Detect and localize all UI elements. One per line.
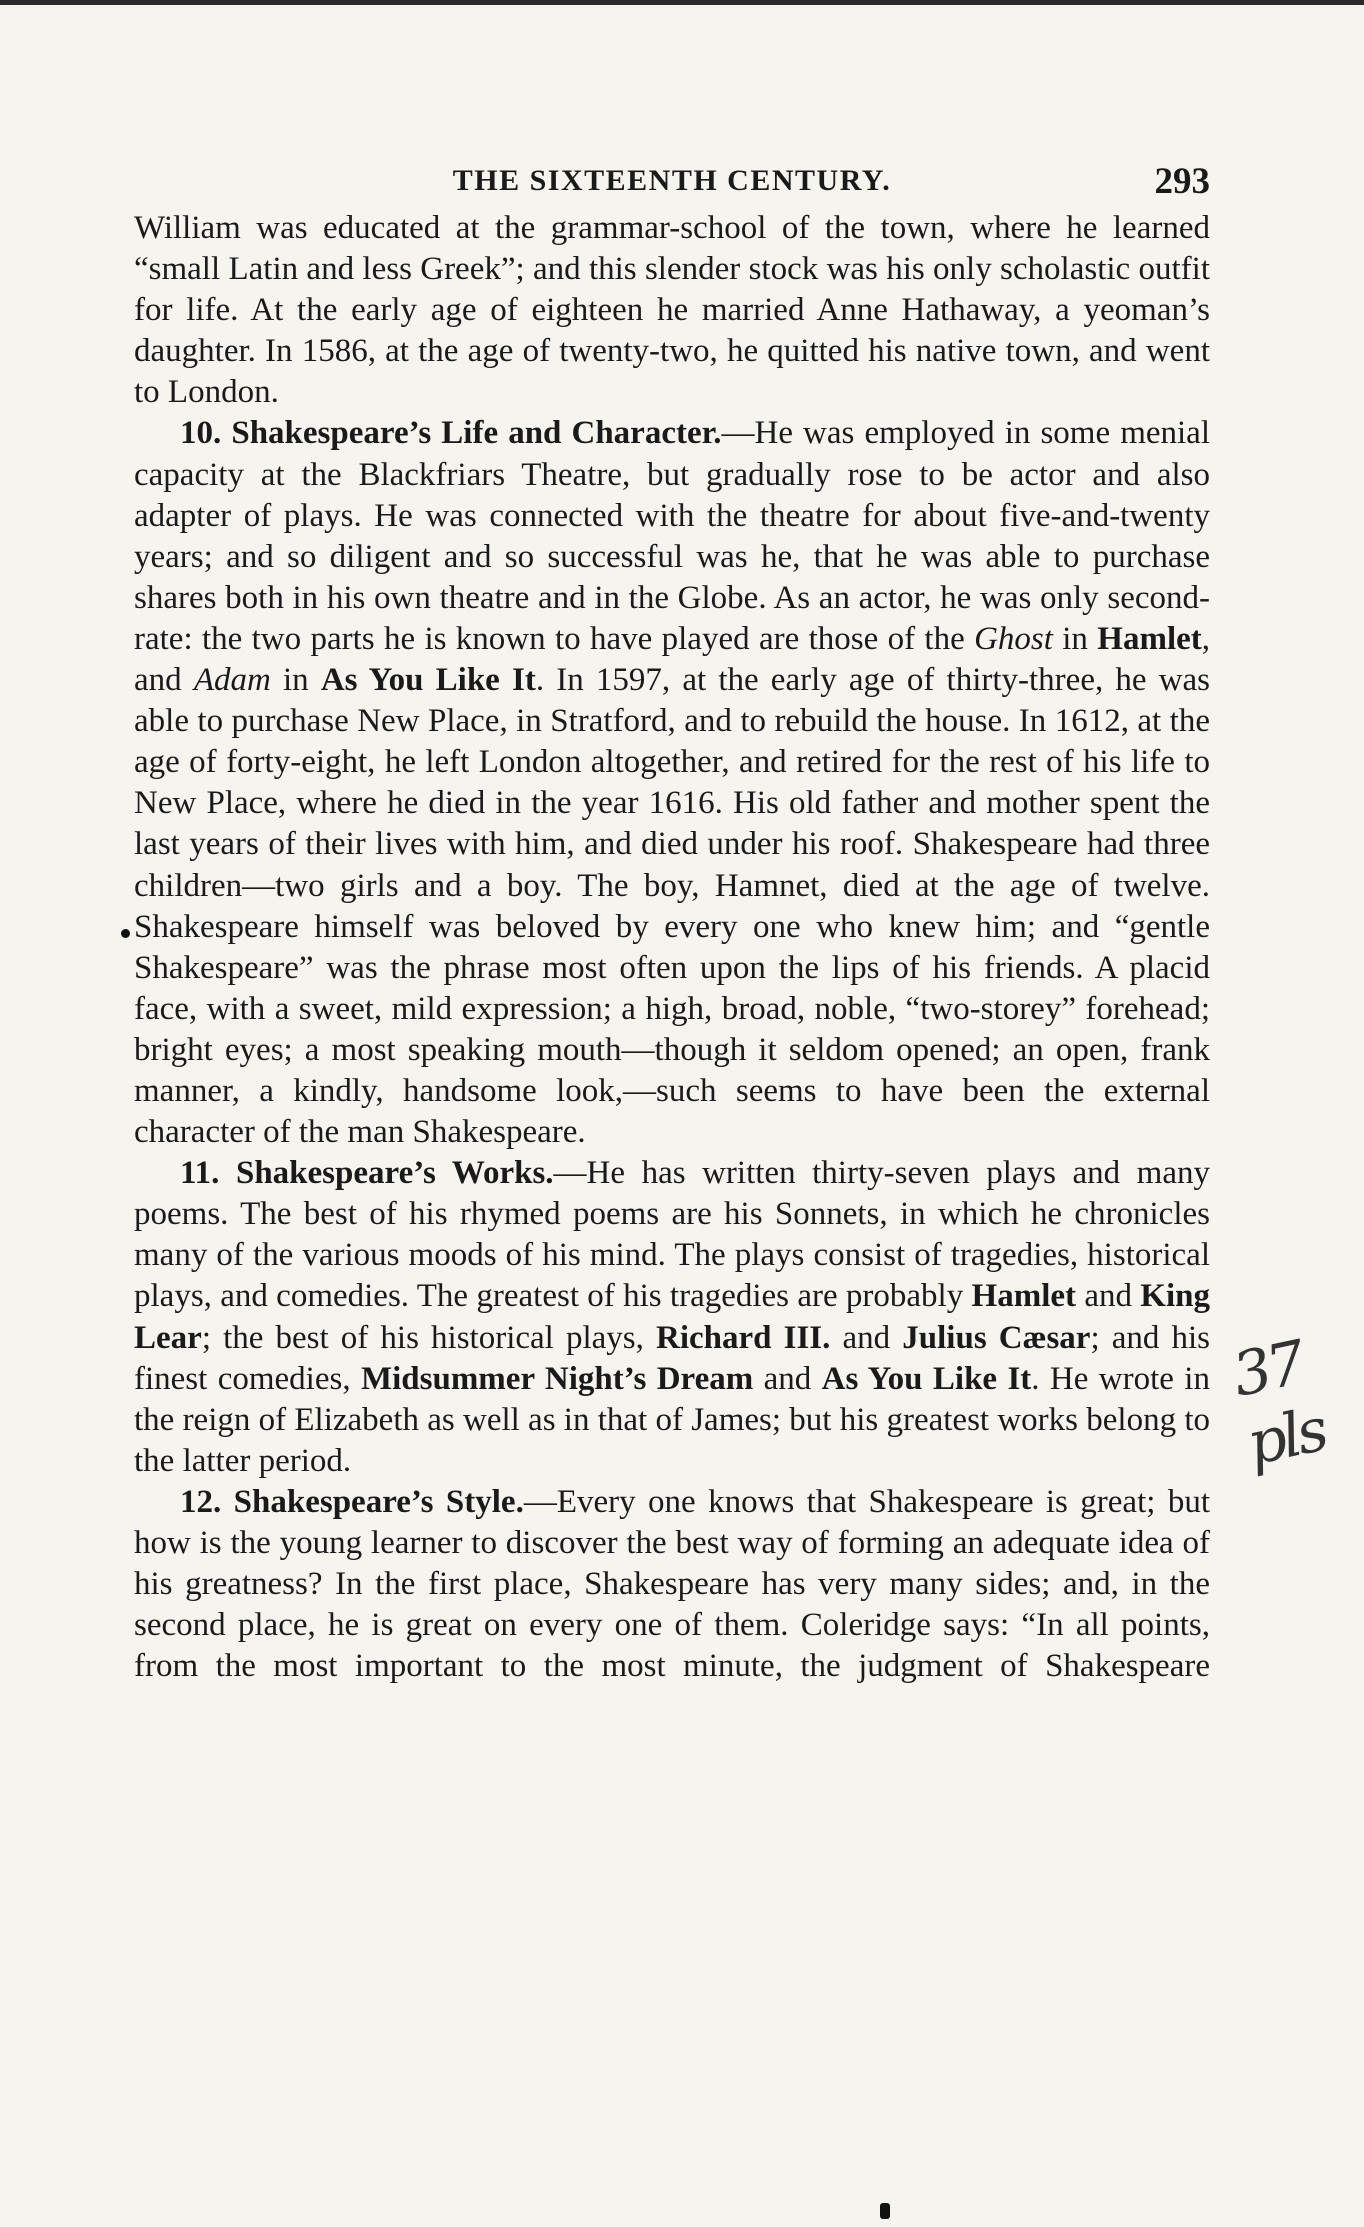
play-title-hamlet: Hamlet: [1097, 620, 1202, 657]
intro-text: William was educated at the grammar-school of the town, where he learned “small Latin and less Greek”; and this slender stock was his only scholastic outfit for life. At the early age of eighteen he married Anne Hathaway, a yeoman’s daughter. In 1586, at the age of twenty-two, he quitted his native town, and went to London.: [134, 210, 1210, 411]
style-text-1: —Every one knows that Shakespeare is great; but how is the young learner to discover the best way of forming an adequate idea of his greatness? In the first place, Shakespeare has very many sides; and, in the second place, he is great on every one of them. Coleridge says: “In all points, from the most important to the most minute, the judgment of Shakespeare: [134, 1483, 1210, 1685]
section-heading-works: 11. Shakespeare’s Works.: [180, 1155, 554, 1192]
life-text-1: —He was employed in some menial capacity at the Blackfriars Theatre, but gradually rose to be actor and also adapter of plays. He was connected with the theatre for about five-and-twenty years; and so diligent and so successful was he, that he was able to purchase shares both in his own theatre and in the Globe. As an actor, he was only second-rate: the two parts he is known to have played are those of the: [134, 415, 1211, 657]
page-header: [134, 150, 1210, 208]
play-title-as-you-like-it: As You Like It: [320, 662, 536, 699]
play-title-king-lear: King Lear: [134, 1278, 1210, 1356]
handwritten-margin-note: 37 pls: [1226, 1328, 1331, 1480]
role-ghost: Ghost: [974, 620, 1053, 657]
play-title-midsummer: Midsummer Night’s Dream: [360, 1360, 754, 1397]
role-adam: Adam: [193, 662, 271, 699]
book-page: [134, 150, 1210, 1687]
play-title-richard-iii: Richard III.: [655, 1319, 831, 1356]
running-title: THE SIXTEENTH CENTURY.: [452, 164, 892, 197]
ink-mark: [880, 2203, 890, 2219]
paragraph-works: [134, 1153, 1210, 1482]
works-text-4: and: [830, 1319, 903, 1356]
play-title-julius-caesar: Julius Cæsar: [902, 1319, 1091, 1356]
life-text-3: , and: [134, 620, 1210, 699]
life-text-4: in: [270, 662, 321, 699]
play-title-hamlet: Hamlet: [971, 1278, 1077, 1315]
works-text-5: ; and his finest comedies,: [134, 1319, 1210, 1397]
section-heading-style: 12. Shakespeare’s Style.: [180, 1483, 524, 1520]
works-text-6: and: [753, 1360, 822, 1397]
works-text-3: ; the best of his historical plays,: [201, 1319, 656, 1356]
paragraph-life-and-character: [134, 413, 1210, 1153]
section-heading-life: 10. Shakespeare’s Life and Character.: [180, 415, 722, 452]
paragraph-style: [134, 1482, 1210, 1687]
life-text-5: . In 1597, at the early age of thirty-three, he was able to purchase New Place, in Stratford, and to rebuild the house. In 1612, at the age of forty-eight, he left London altogether, and retired for the rest of his life to New Place, where he died in the year 1616. His old father and mother spent the last years of their lives with him, and died under his roof. Shakespeare had three children—two girls and a boy. The boy, Hamnet, died at the age of twelve. Shakespeare himself was beloved by every one who knew him; and “gentle Shakespeare” was the phrase most often upon the lips of his friends. A placid face, with a sweet, mild expression; a high, broad, noble, “two-storey” forehead; bright eyes; a most speaking mouth—though it seldom opened; an open, frank manner, a kindly, handsome look,—such seems to have been the external character of the man Shakespeare.: [134, 662, 1211, 1151]
top-border-rule: [0, 0, 1364, 5]
works-text-1: —He has written thirty-seven plays and many poems. The best of his rhymed poems are his Sonnets, in which he chronicles many of the various moods of his mind. The plays consist of tragedies, historical plays, and comedies. The greatest of his tragedies are probably: [134, 1155, 1210, 1315]
play-title-as-you-like-it: As You Like It: [821, 1360, 1032, 1397]
paragraph-intro: [134, 208, 1210, 413]
works-text-2: and: [1076, 1278, 1141, 1315]
works-text-7: . He wrote in the reign of Elizabeth as well as in that of James; but his greatest works belong to the latter period.: [134, 1360, 1210, 1479]
margin-dot: [121, 929, 130, 938]
life-text-2: in: [1052, 620, 1098, 657]
page-number: 293: [1154, 161, 1210, 202]
